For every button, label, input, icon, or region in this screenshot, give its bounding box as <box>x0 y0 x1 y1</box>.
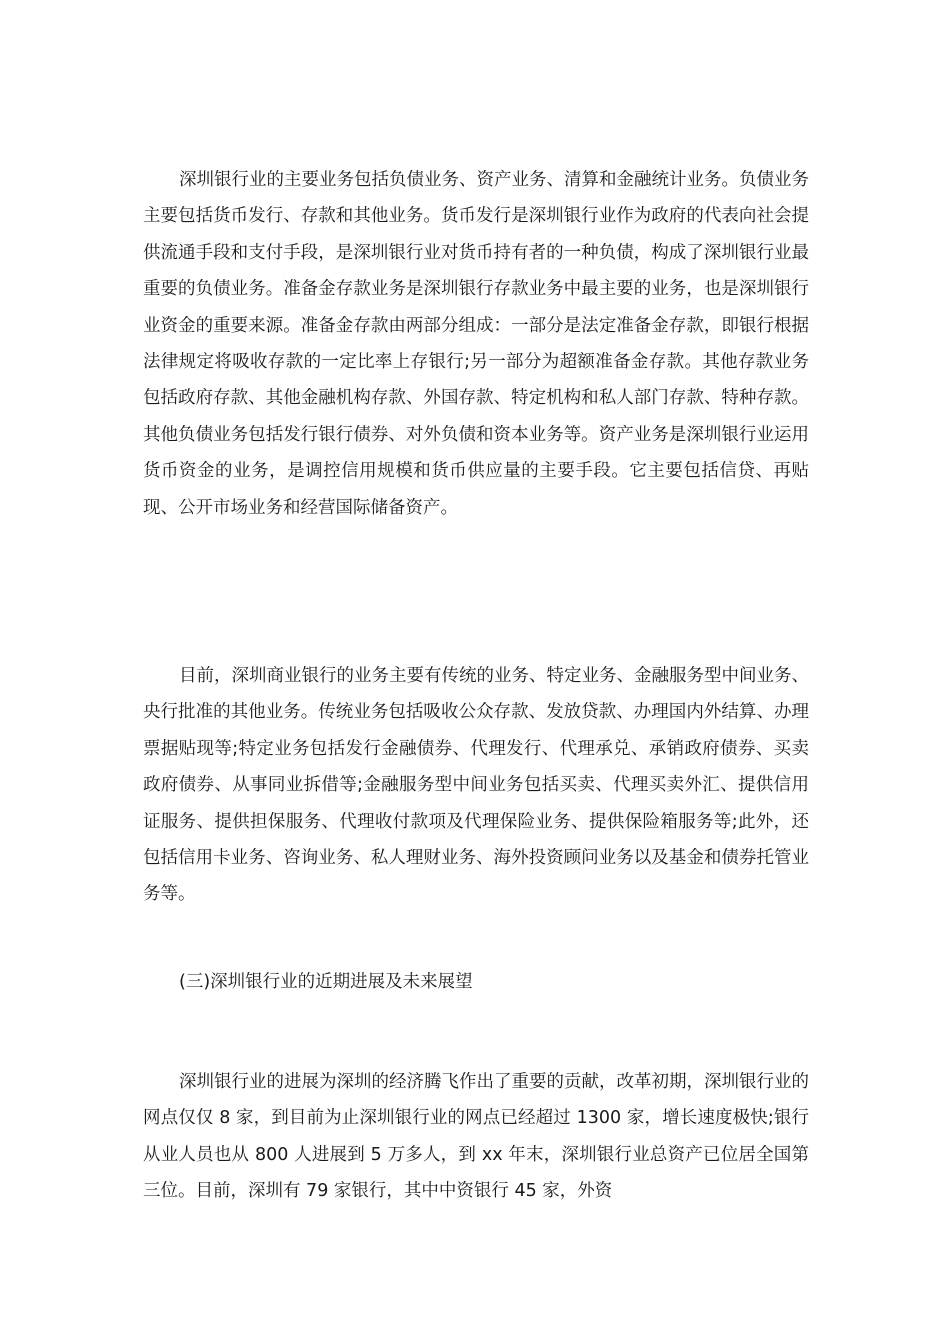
paragraph-recent-progress: 深圳银行业的进展为深圳的经济腾飞作出了重要的贡献，改革初期，深圳银行业的网点仅仅 8 家，到目前为止深圳银行业的网点已经超过 1300 家，增长速度极快;银行从业人员也从 800 人进展到 5 万多人，到 xx 年末，深圳银行业总资产已位居全国第三位。目前，深圳有 79 家银行，其中中资银行 45 家，外资 <box>143 1072 809 1202</box>
paragraph-business-overview: 深圳银行业的主要业务包括负债业务、资产业务、清算和金融统计业务。负债业务主要包括货币发行、存款和其他业务。货币发行是深圳银行业作为政府的代表向社会提供流通手段和支付手段，是深圳银行业对货币持有者的一种负债，构成了深圳银行业最重要的负债业务。准备金存款业务是深圳银行存款业务中最主要的业务，也是深圳银行业资金的重要来源。准备金存款由两部分组成：一部分是法定准备金存款，即银行根据法律规定将吸收存款的一定比率上存银行;另一部分为超额准备金存款。其他存款业务包括政府存款、其他金融机构存款、外国存款、特定机构和私人部门存款、特种存款。其他负债业务包括发行银行债券、对外负债和资本业务等。资产业务是深圳银行业运用货币资金的业务，是调控信用规模和货币供应量的主要手段。它主要包括信贷、再贴现、公开市场业务和经营国际储备资产。 <box>143 170 809 518</box>
paragraph-commercial-banks: 目前，深圳商业银行的业务主要有传统的业务、特定业务、金融服务型中间业务、央行批准的其他业务。传统业务包括吸收公众存款、发放贷款、办理国内外结算、办理票据贴现等;特定业务包括发行金融债券、代理发行、代理承兑、承销政府债券、买卖政府债券、从事同业拆借等;金融服务型中间业务包括买卖、代理买卖外汇、提供信用证服务、提供担保服务、代理收付款项及代理保险业务、提供保险箱服务等;此外，还包括信用卡业务、咨询业务、私人理财业务、海外投资顾问业务以及基金和债券托管业务等。 <box>143 666 809 905</box>
section-heading: (三)深圳银行业的近期进展及未来展望 <box>179 972 473 992</box>
